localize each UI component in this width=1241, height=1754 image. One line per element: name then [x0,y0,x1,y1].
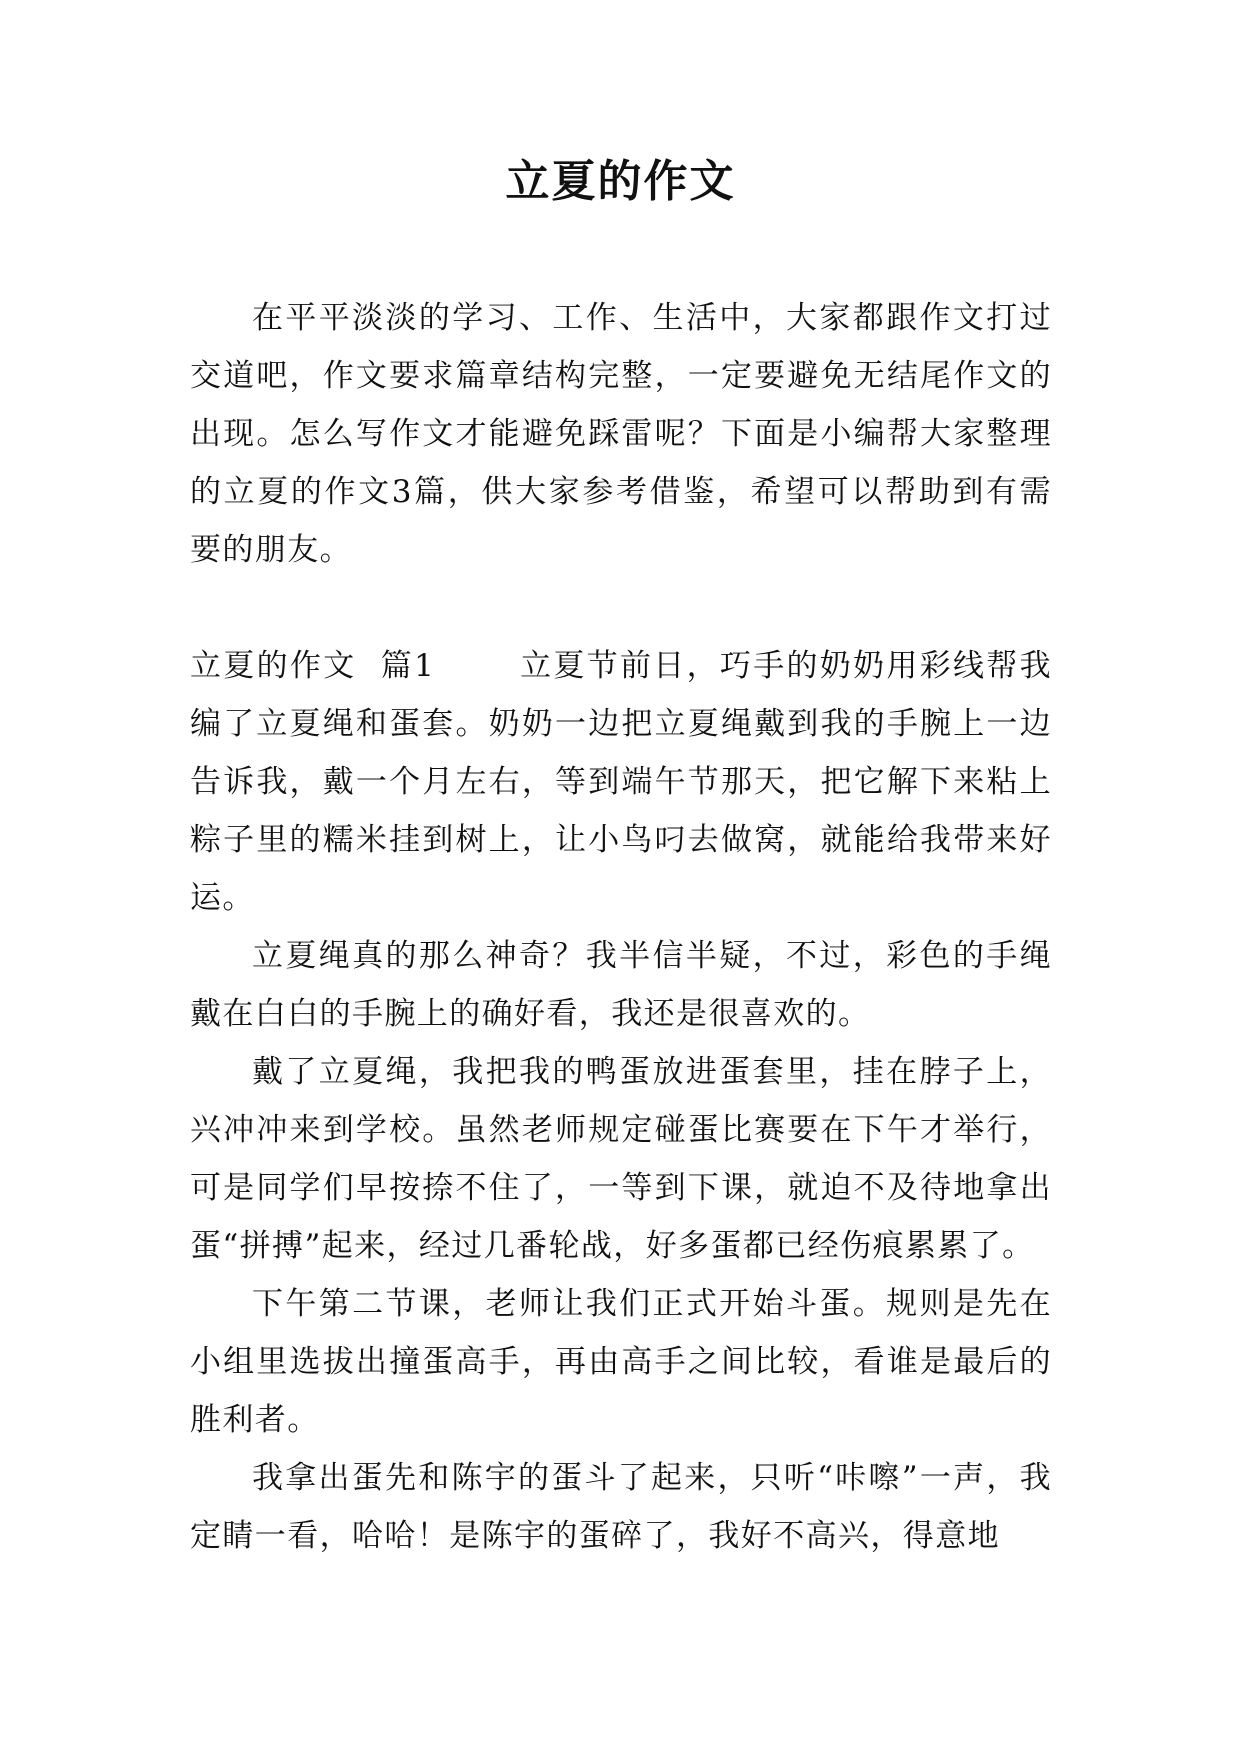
section-1-paragraph [190,637,1052,927]
intro-paragraph: 在平平淡淡的学习、工作、生活中，大家都跟作文打过交道吧，作文要求篇章结构完整，一定要避免无结尾作文的出现。怎么写作文才能避免踩雷呢？下面是小编帮大家整理的立夏的作文3篇，供大家参考借鉴，希望可以帮助到有需要的朋友。 [190,300,1052,568]
section-1-first-text: 立夏节前日，巧手的奶奶用彩线帮我编了立夏绳和蛋套。奶奶一边把立夏绳戴到我的手腕上一边告诉我，戴一个月左右，等到端午节那天，把它解下来粘上粽子里的糯米挂到树上，让小鸟叼去做窝，就能给我带来好运。 [190,648,1052,916]
body-paragraph: 立夏绳真的那么神奇？我半信半疑，不过，彩色的手绳戴在白白的手腕上的确好看，我还是很喜欢的。 [190,938,1052,1032]
body-paragraph: 下午第二节课，老师让我们正式开始斗蛋。规则是先在小组里选拔出撞蛋高手，再由高手之间比较，看谁是最后的胜利者。 [190,1286,1052,1438]
document-body [190,289,1052,1565]
body-paragraph: 我拿出蛋先和陈宇的蛋斗了起来，只听“咔嚓”一声，我定睛一看，哈哈！是陈宇的蛋碎了，我好不高兴，得意地 [190,1460,1052,1554]
body-paragraph: 戴了立夏绳，我把我的鸭蛋放进蛋套里，挂在脖子上，兴冲冲来到学校。虽然老师规定碰蛋比赛要在下午才举行，可是同学们早按捺不住了，一等到下课，就迫不及待地拿出蛋“拼搏”起来，经过几番轮战，好多蛋都已经伤痕累累了。 [190,1054,1052,1264]
document-title: 立夏的作文 [505,156,736,207]
section-heading: 立夏的作文 篇1 [190,648,436,684]
